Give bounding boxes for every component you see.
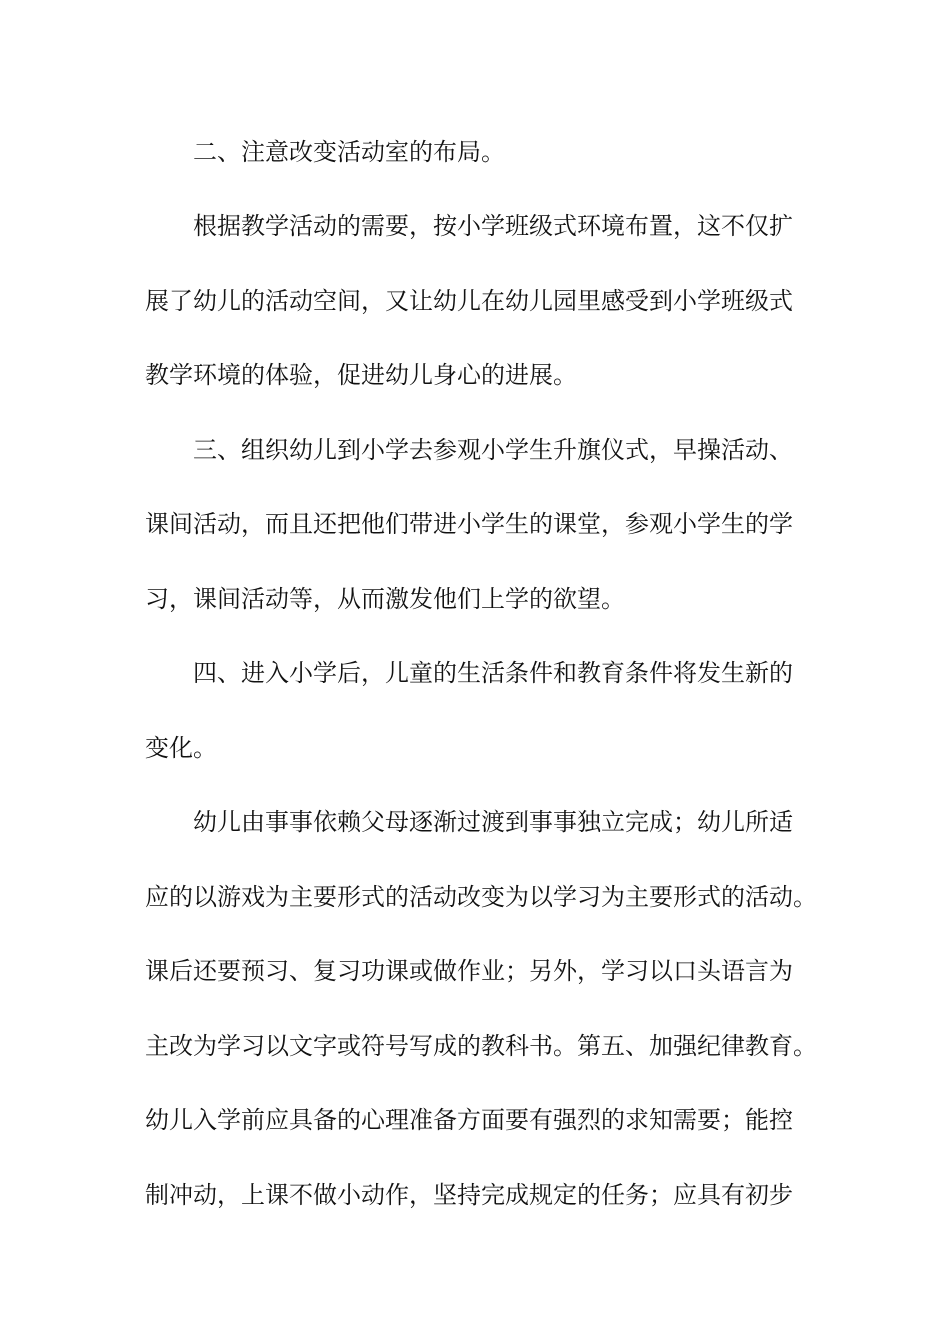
paragraph-line: 四、进入小学后，儿童的生活条件和教育条件将发生新的 bbox=[193, 659, 793, 687]
paragraph-line: 应的以游戏为主要形式的活动改变为以学习为主要形式的活动。 bbox=[145, 883, 817, 911]
paragraph-line: 幼儿入学前应具备的心理准备方面要有强烈的求知需要；能控 bbox=[145, 1106, 793, 1134]
paragraph-line: 制冲动，上课不做小动作，坚持完成规定的任务；应具有初步 bbox=[145, 1181, 793, 1209]
paragraph-line: 习，课间活动等，从而激发他们上学的欲望。 bbox=[145, 585, 625, 613]
paragraph-line: 展了幼儿的活动空间，又让幼儿在幼儿园里感受到小学班级式 bbox=[145, 287, 793, 315]
paragraph-line: 课后还要预习、复习功课或做作业；另外，学习以口头语言为 bbox=[145, 957, 793, 985]
paragraph-line: 幼儿由事事依赖父母逐渐过渡到事事独立完成；幼儿所适 bbox=[193, 808, 793, 836]
paragraph-line: 变化。 bbox=[145, 734, 217, 762]
paragraph-line: 主改为学习以文字或符号写成的教科书。第五、加强纪律教育。 bbox=[145, 1032, 817, 1060]
paragraph-line: 三、组织幼儿到小学去参观小学生升旗仪式，早操活动、 bbox=[193, 436, 793, 464]
paragraph-line: 根据教学活动的需要，按小学班级式环境布置，这不仅扩 bbox=[193, 212, 793, 240]
paragraph-line: 教学环境的体验，促进幼儿身心的进展。 bbox=[145, 361, 577, 389]
paragraph-line: 课间活动，而且还把他们带进小学生的课堂，参观小学生的学 bbox=[145, 510, 793, 538]
paragraph-line: 二、注意改变活动室的布局。 bbox=[193, 138, 505, 166]
